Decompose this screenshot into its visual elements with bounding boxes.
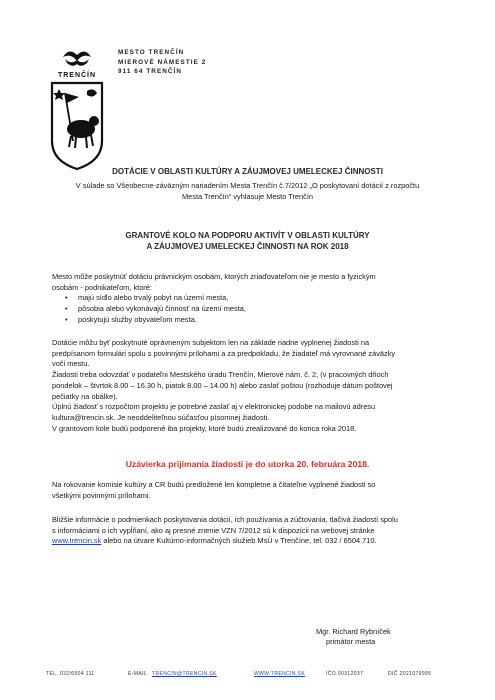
footer-web-link[interactable]: WWW.TRENCIN.SK — [254, 671, 306, 677]
city: 911 64 TRENČÍN — [118, 68, 183, 76]
footer-dic: DIČ 2021079995 — [388, 671, 432, 677]
paragraph-line: s informáciami o ich vypĺňaní, ako aj presné znenie VZN 7/2012 sú k dispozícii na webovej stránke — [52, 525, 375, 535]
grant-title — [60, 231, 435, 253]
footer-email-link[interactable]: TRENCIN@TRENCIN.SK — [152, 671, 217, 677]
logo-text: TRENČÍN — [57, 72, 97, 79]
footer-email-label: E-MAIL — [128, 671, 148, 677]
paragraph-line: voči mestu. — [52, 359, 90, 369]
footer — [46, 671, 449, 681]
eligibility-list — [52, 293, 447, 325]
paragraph-line: osobám - podnikateľom, ktoré: — [52, 282, 152, 292]
signatory-name: Mgr. Richard Rybníček — [316, 627, 391, 636]
footer-ico: IČO 00312037 — [326, 671, 364, 677]
paragraph-line: pečiatky na obálke). — [52, 391, 118, 401]
committee-paragraph — [52, 480, 447, 501]
signature-block — [316, 627, 391, 647]
paragraph-line: Dotácie môžu byť poskytnuté oprávneným subjektom len na základe riadne vyplnenej žiadosti na — [52, 338, 370, 347]
paragraph-text: alebo na útvare Kultúrno-informačných služieb MsÚ v Trenčíne, tel. 032 / 6504 710. — [101, 536, 377, 546]
list-item: • pôsobia alebo vykonávajú činnosť na území mesta, — [52, 304, 447, 315]
paragraph-line: V grantovom kole budú podporené iba projekty, ktoré budú zrealizované do konca roka 2018. — [52, 423, 357, 433]
website-link[interactable]: www.trencin.sk — [52, 536, 102, 546]
paragraph-line: Úplnú žiadosť s rozpočtom projektu je potrebné zaslať aj v elektronickej podobe na mailovú adresu — [52, 402, 376, 412]
eligibility-paragraph — [52, 272, 447, 326]
list-item: • majú sídlo alebo trvalý pobyt na území mesta, — [52, 293, 447, 304]
signatory-role: primátor mesta — [326, 637, 376, 647]
city-logo — [47, 43, 107, 173]
deadline-notice: Uzávierka prijímania žiadostí je do utorka 20. februára 2018. — [125, 459, 370, 469]
paragraph-line: Žiadosti treba odovzdať v podateľni Mestského úradu Trenčín, Mierové nám. č. 2, (v pracovných dňoch — [52, 370, 389, 380]
paragraph-line: Mesto môže poskytnúť dotáciu právnickým osobám, ktorých zriaďovateľom nie je mesto a fyzickým — [52, 272, 376, 281]
paragraph-line: pondelok – štvrtok 8.00 – 16.30 h, piatok 8.00 – 14.00 h) alebo zaslať poštou (rozhoduje dátum poštovej — [52, 380, 393, 390]
list-item: • poskytujú služby obyvateľom mesta. — [52, 315, 447, 326]
grant-title-line-2: A ZÁUJMOVEJ UMELECKEJ ČINNOSTI NA ROK 2018 — [146, 241, 349, 251]
footer-tel: TEL. 032/6504 111 — [46, 671, 95, 677]
city-address — [118, 48, 206, 77]
org-name: MESTO TRENČÍN — [118, 49, 185, 56]
paragraph-line — [52, 536, 447, 547]
submission-paragraph — [52, 338, 447, 434]
paragraph-line: Bližšie informácie o podmienkach poskytovania dotácií, ich používania a zúčtovania, tlačivá žiadostí spolu — [52, 515, 398, 524]
paragraph-line: všetkými povinnými prílohami. — [52, 490, 151, 500]
subtitle-line-2: Mesta Trenčín“ vyhlasuje Mesto Trenčín — [181, 191, 314, 201]
paragraph-line: Na rokovanie komisie kultúry a CR budú predložené len kompletne a čitateľne vyplnené žiadosti so — [52, 480, 376, 489]
page-title: DOTÁCIE V OBLASTI KULTÚRY A ZÁUJMOVEJ UMELECKEJ ČINNOSTI — [112, 167, 383, 176]
subtitle-line-1: V súlade so Všeobecne-záväzným nariadením Mesta Trenčín č.7/2012 „O poskytovaní dotácií z rozpočtu — [75, 181, 420, 190]
paragraph-line: predpísanom formulári spolu s povinnými prílohami a za predpokladu, že žiadateľ má vyrovnané záväzky — [52, 348, 396, 358]
subtitle — [52, 181, 443, 203]
street: MIEROVÉ NÁMESTIE 2 — [118, 58, 207, 66]
paragraph-line: kultura@trencin.sk. Je neoddeliteľnou súčasťou písomnej žiadosti. — [52, 412, 270, 422]
grant-title-line-1: GRANTOVÉ KOLO NA PODPORU AKTIVÍT V OBLASTI KULTÚRY — [125, 231, 370, 240]
city-coat-of-arms-icon — [47, 43, 107, 173]
info-paragraph — [52, 515, 447, 547]
